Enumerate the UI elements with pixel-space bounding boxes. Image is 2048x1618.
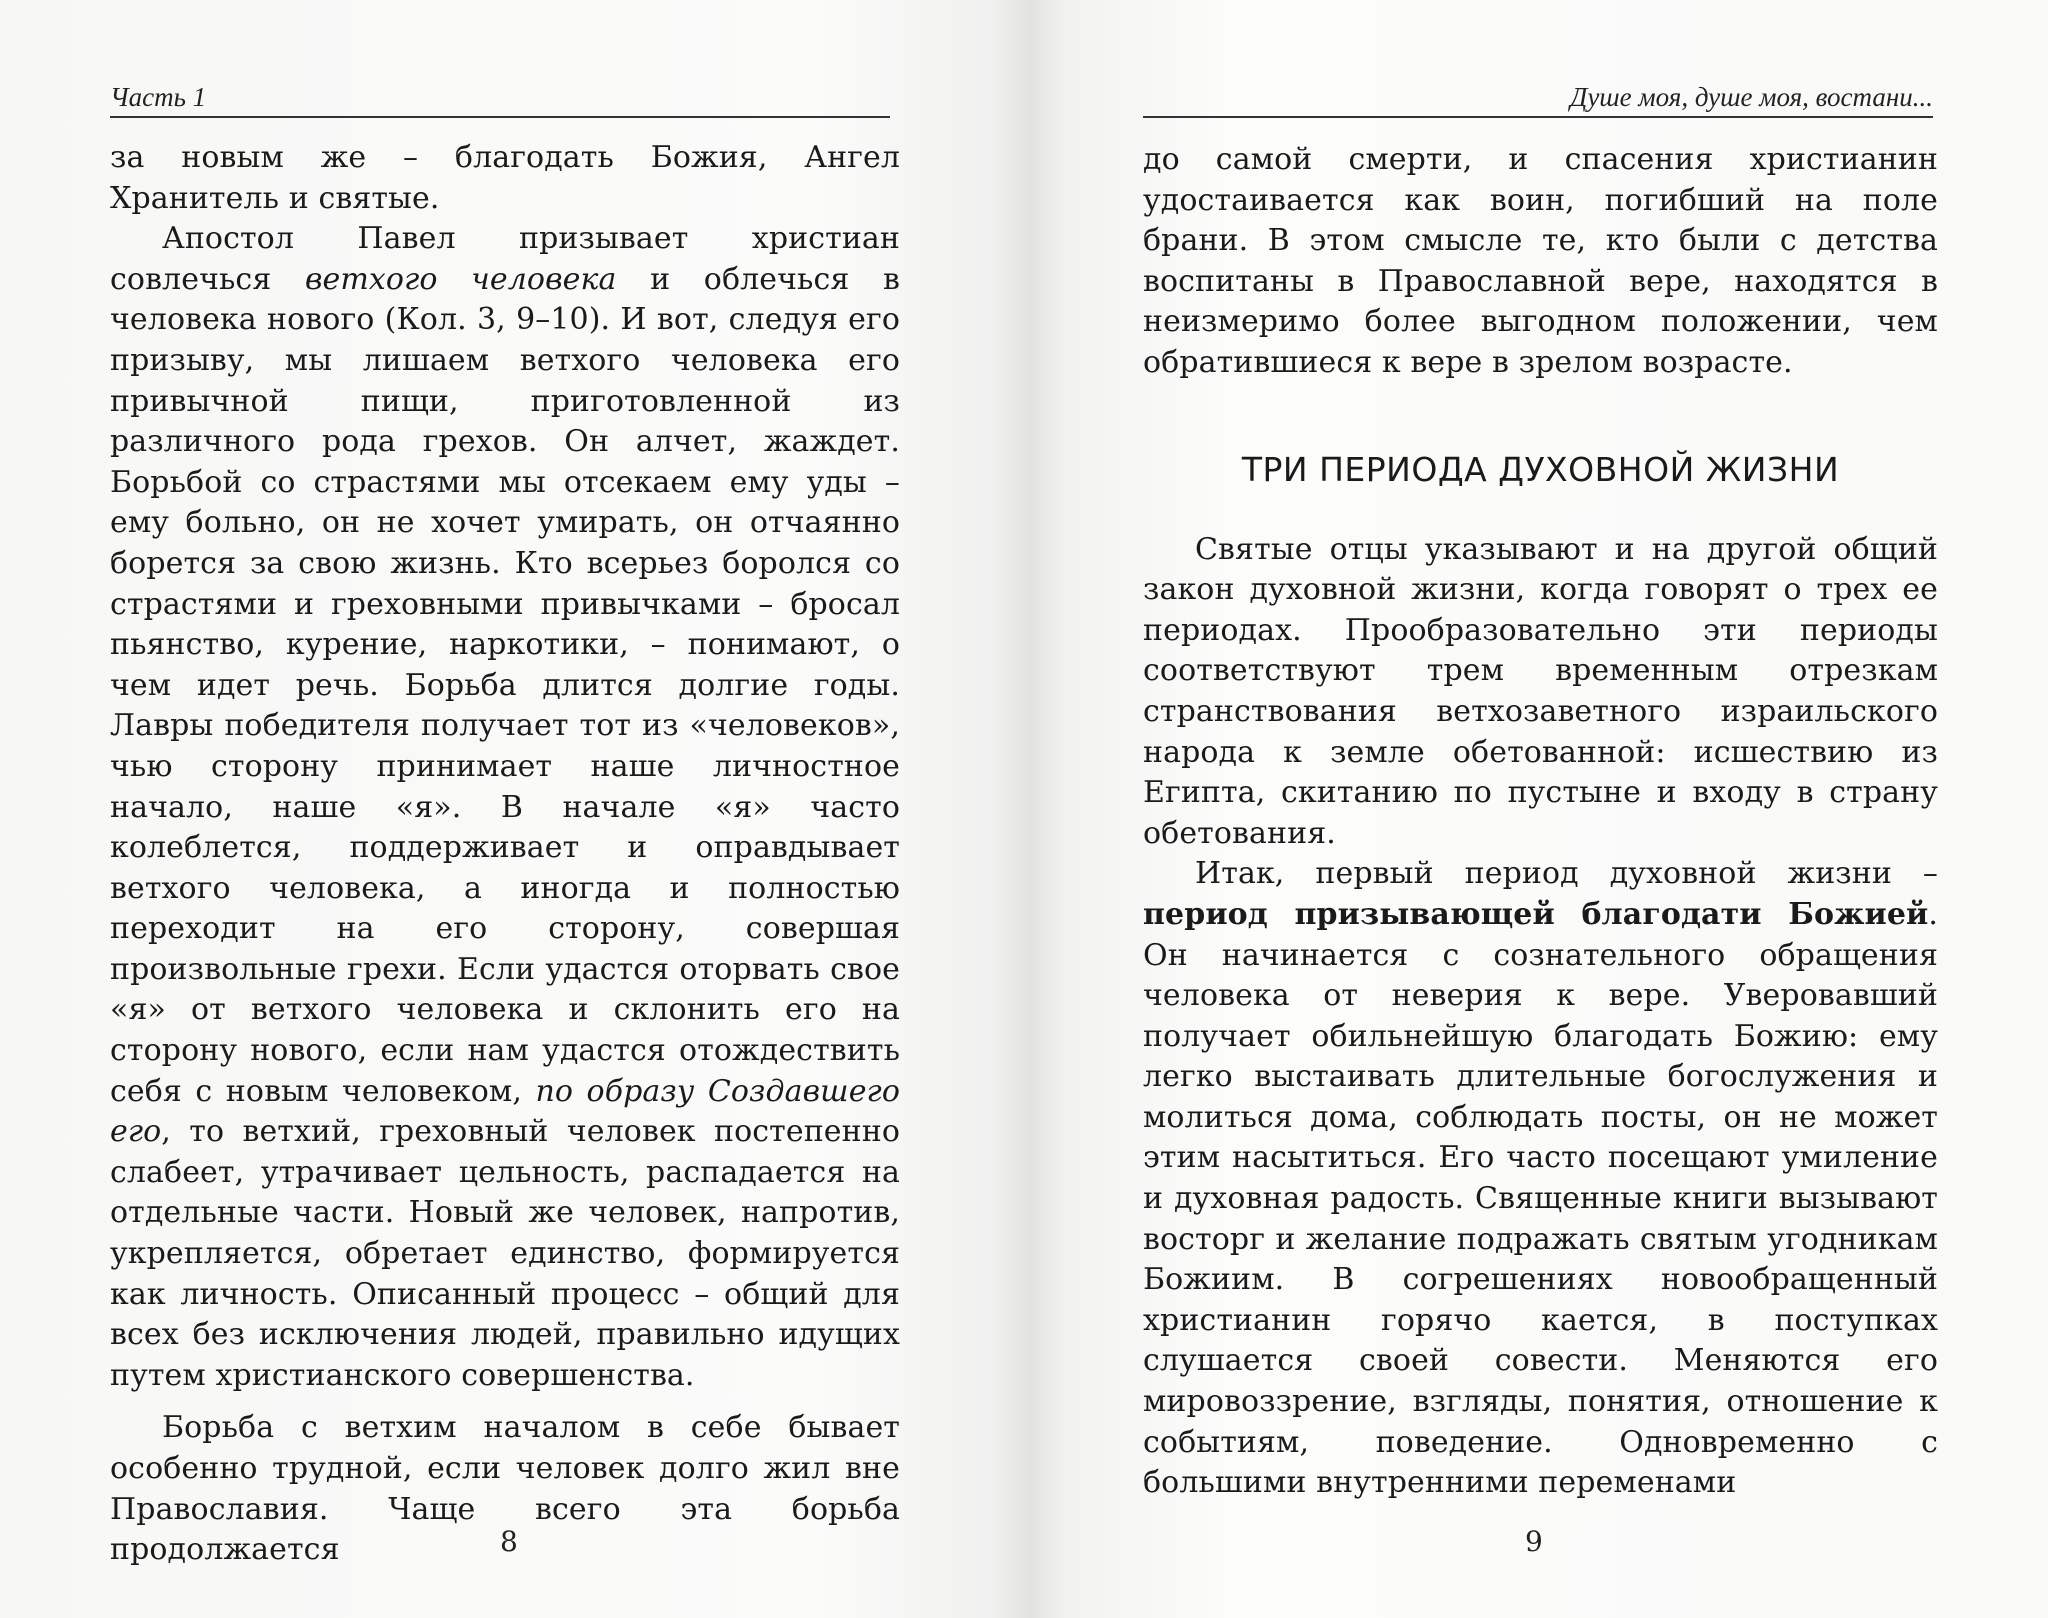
left-page bbox=[0, 0, 1010, 1618]
section-heading: ТРИ ПЕРИОДА ДУХОВНОЙ ЖИЗНИ bbox=[1241, 449, 1840, 489]
left-paragraph-2-emphasis-2: по образу Создавшего его bbox=[110, 1073, 900, 1150]
left-body-text bbox=[110, 138, 900, 1571]
left-paragraph-2-text-c: , то ветхий, греховный человек постепенно слабеет, утрачивает цельность, распадается на отдельные части. Новый же человек, напротив, укрепляется, обретает единство, формируется как личность. Описанный процесс – общий для всех без исключения людей, правильно идущих путем христианского совершенства. bbox=[110, 1114, 900, 1393]
right-paragraph-3-text-a: Итак, первый период духовной жизни – bbox=[1195, 856, 1938, 892]
left-paragraph-2-emphasis-1: ветхого человека bbox=[304, 261, 617, 297]
left-page-number: 8 bbox=[500, 1525, 518, 1558]
left-paragraph-2-text-b: и облечься в человека нового (Кол. 3, 9–10). И вот, следуя его призыву, мы лишаем ветхого человека его привычной пищи, приготовленной из различного рода грехов. Он алчет, жаждет. Борьбой со страстями мы отсекаем ему уды – ему больно, он не хочет умирать, он отчаянно борется за свою жизнь. Кто всерьез боролся со страстями и греховными привычками – бросал пьянство, курение, наркотики, – понимают, о чем идет речь. Борьба длится долгие годы. Лавры победителя получает тот из «человеков», чью сторону принимает наше личностное начало, наше «я». В начале «я» часто колеблется, поддерживает и оправдывает ветхого человека, а иногда и полностью переходит на его сторону, совершая произвольные грехи. Если удастся оторвать свое «я» от ветхого человека и склонить его на сторону нового, если нам удастся отождествить себя с новым человеком, bbox=[110, 261, 900, 1109]
left-paragraph-3: Борьба с ветхим началом в себе бывает особенно трудной, если человек долго жил вне Православия. Чаще всего эта борьба продолжается bbox=[110, 1410, 900, 1568]
right-running-head: Душе моя, душе моя, востани... bbox=[1143, 78, 1933, 118]
left-paragraph-2-text-a: Апостол Павел призывает христиан совлечься bbox=[110, 221, 900, 297]
right-page bbox=[1010, 0, 2048, 1618]
right-page-number: 9 bbox=[1525, 1525, 1543, 1558]
right-paragraph-1: до самой смерти, и спасения христианин удостаивается как воин, погибший на поле брани. В этом смысле те, кто были с детства воспитаны в Православной вере, находятся в неизмеримо более выгодном положении, чем обратившиеся к вере в зрелом возрасте. bbox=[1143, 142, 1938, 380]
left-paragraph-2 bbox=[110, 219, 900, 1396]
right-body-text bbox=[1143, 140, 1938, 1504]
right-paragraph-3-text-b: . Он начинается с сознательного обращения человека от неверия к вере. Уверовавший получает обильнейшую благодать Божию: ему легко выстаивать длительные богослужения и молиться дома, соблюдать посты, он не может этим насытиться. Его часто посещают умиление и духовная радость. Священные книги вызывают восторг и желание подражать святым угодникам Божиим. В согрешениях новообращенный христианин горячо кается, в поступках слушается своей совести. Меняются его мировоззрение, взгляды, понятия, отношение к событиям, поведение. Одновременно с большими внутренними переменами bbox=[1143, 896, 1938, 1501]
right-paragraph-3-bold-term: период призывающей благодати Божией bbox=[1143, 896, 1929, 932]
left-paragraph-1: за новым же – благодать Божия, Ангел Хранитель и святые. bbox=[110, 140, 900, 216]
right-paragraph-2: Святые отцы указывают и на другой общий закон духовной жизни, когда говорят о трех ее периодах. Прообразовательно эти периоды соответствуют трем временным отрезкам странствования ветхозаветного израильского народа к земле обетованной: исшествию из Египта, скитанию по пустыне и входу в страну обетования. bbox=[1143, 531, 1938, 851]
right-paragraph-3 bbox=[1143, 854, 1938, 1504]
left-running-head: Часть 1 bbox=[110, 78, 890, 118]
